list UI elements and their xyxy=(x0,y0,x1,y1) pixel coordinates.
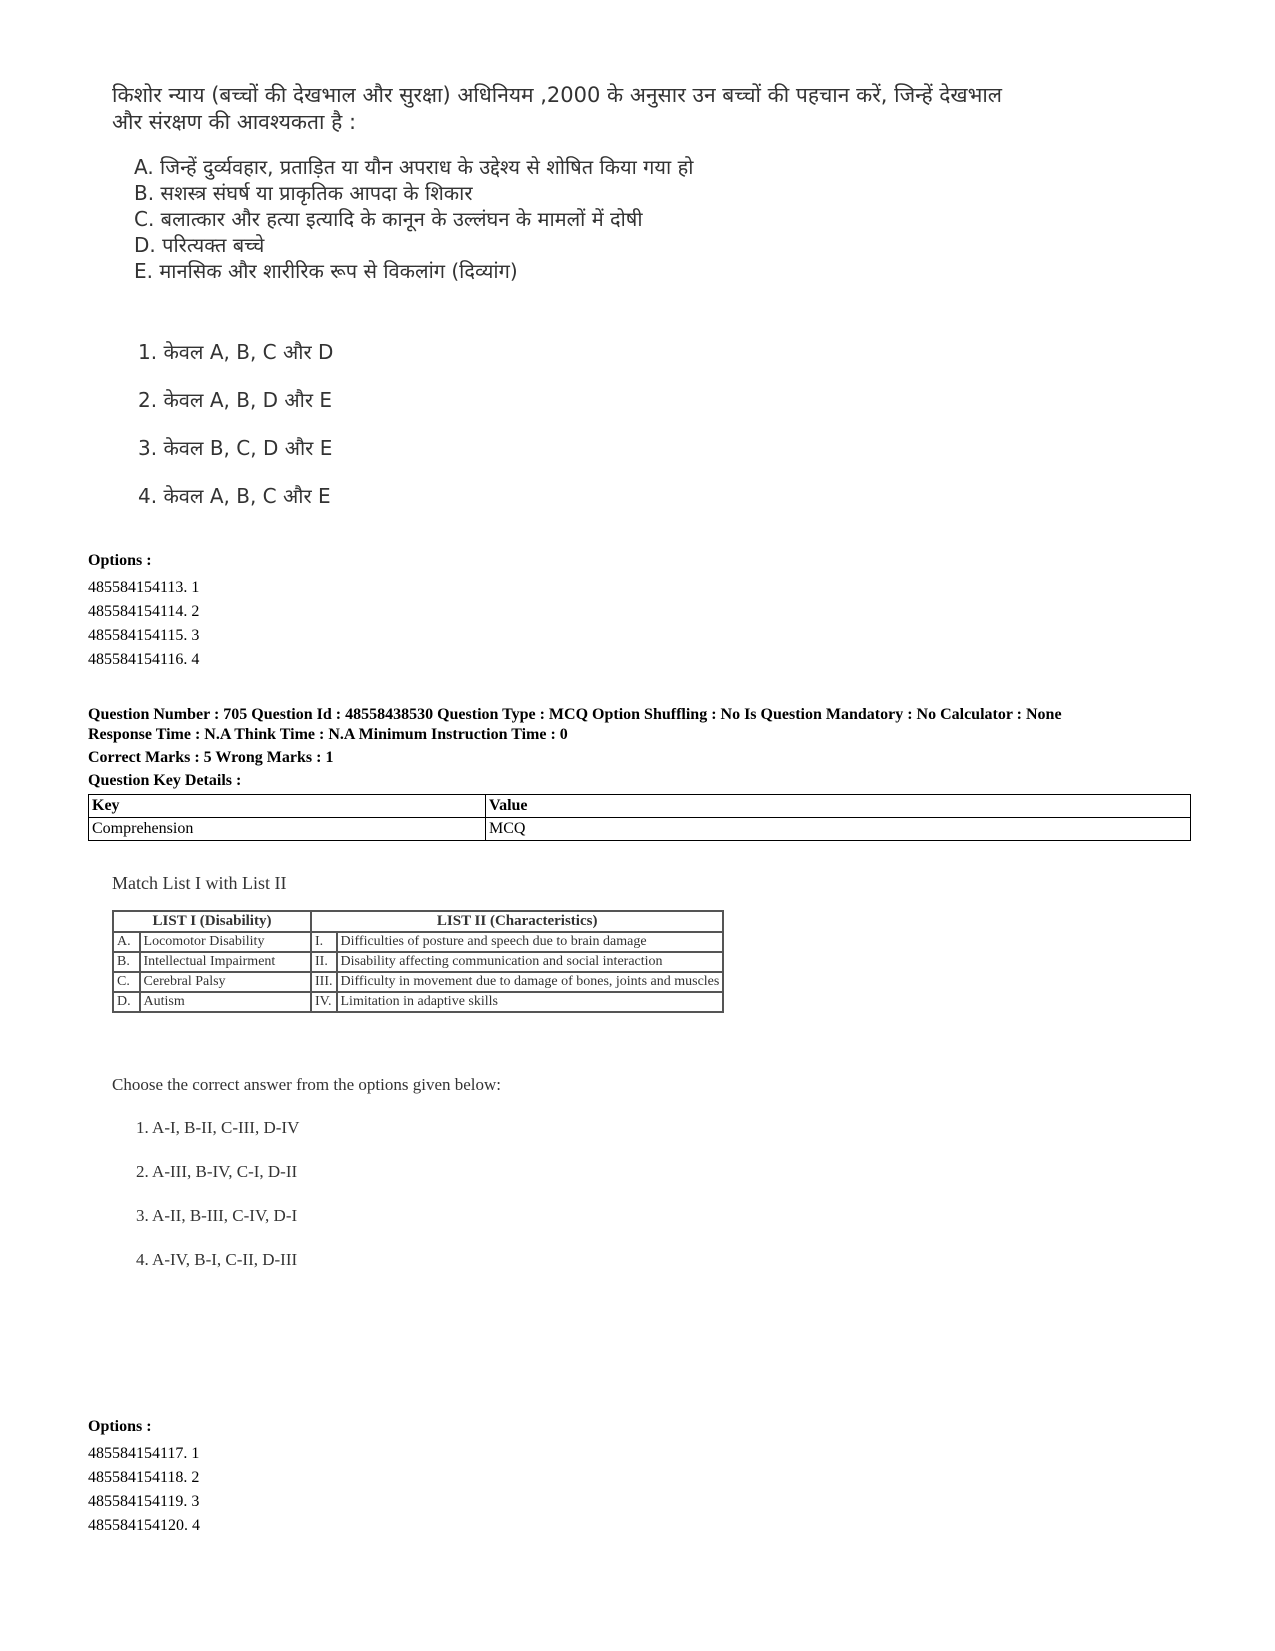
option-item: 485584154114. 2 xyxy=(88,603,200,620)
question-meta-line: Question Number : 705 Question Id : 48558438530 Question Type : MCQ Option Shuffling : No Is Question Mandatory : No Calculator : None xyxy=(88,706,1062,723)
question-stem: Match List I with List II xyxy=(112,873,287,893)
question-metadata xyxy=(88,705,1188,791)
list-2-key: III. xyxy=(311,972,337,992)
list-1-text: Intellectual Impairment xyxy=(140,952,311,972)
table-header: Key xyxy=(89,795,486,818)
option-item: 485584154119. 3 xyxy=(88,1493,200,1510)
table-row xyxy=(113,992,723,1012)
match-list-table xyxy=(112,910,724,1013)
list-2-key: IV. xyxy=(311,992,337,1012)
list-2-text: Disability affecting communication and social interaction xyxy=(337,952,724,972)
options-list xyxy=(88,1442,200,1538)
table-header: Value xyxy=(486,795,1191,818)
option-item: 485584154116. 4 xyxy=(88,651,200,668)
answer-choice: 4. केवल A, B, C और E xyxy=(138,484,331,508)
question-image-match-list xyxy=(112,873,812,1393)
list-2-key: I. xyxy=(311,932,337,952)
list-1-key: A. xyxy=(113,932,140,952)
list-2-text: Difficulty in movement due to damage of bones, joints and muscles xyxy=(337,972,724,992)
list-2-text: Limitation in adaptive skills xyxy=(337,992,724,1012)
table-header-row xyxy=(89,795,1191,818)
answer-choice: 2. केवल A, B, D और E xyxy=(138,388,333,412)
option-item: 485584154118. 2 xyxy=(88,1469,200,1486)
list-1-text: Cerebral Palsy xyxy=(140,972,311,992)
question-image-hindi xyxy=(112,82,1012,542)
key-details-table xyxy=(88,794,1191,841)
list-1-key: D. xyxy=(113,992,140,1012)
list-2-header: LIST II (Characteristics) xyxy=(311,911,723,932)
statement-c: C. बलात्कार और हत्या इत्यादि के कानून के उल्लंघन के मामलों में दोषी xyxy=(134,207,643,231)
table-header-row xyxy=(113,911,723,932)
options-label: Options : xyxy=(88,552,152,569)
answer-choice: 1. केवल A, B, C और D xyxy=(138,340,334,364)
answer-choices xyxy=(138,340,1012,532)
list-1-header: LIST I (Disability) xyxy=(113,911,311,932)
answer-choice: 3. केवल B, C, D और E xyxy=(138,436,333,460)
table-cell: MCQ xyxy=(486,818,1191,841)
list-2-text: Difficulties of posture and speech due to brain damage xyxy=(337,932,724,952)
answer-choices xyxy=(136,1117,812,1293)
table-cell: Comprehension xyxy=(89,818,486,841)
list-1-key: C. xyxy=(113,972,140,992)
option-item: 485584154120. 4 xyxy=(88,1517,200,1534)
list-1-key: B. xyxy=(113,952,140,972)
options-label: Options : xyxy=(88,1418,152,1435)
list-1-text: Locomotor Disability xyxy=(140,932,311,952)
option-item: 485584154115. 3 xyxy=(88,627,200,644)
answer-choice: 3. A-II, B-III, C-IV, D-I xyxy=(136,1206,298,1225)
list-1-text: Autism xyxy=(140,992,311,1012)
option-item: 485584154113. 1 xyxy=(88,579,200,596)
answer-choice: 4. A-IV, B-I, C-II, D-III xyxy=(136,1250,298,1269)
key-details-label: Question Key Details : xyxy=(88,772,242,789)
statement-d: D. परित्यक्त बच्चे xyxy=(134,233,265,257)
list-2-key: II. xyxy=(311,952,337,972)
statement-e: E. मानसिक और शारीरिक रूप से विकलांग (दिव्यांग) xyxy=(134,259,518,283)
table-row xyxy=(113,932,723,952)
marks-line: Correct Marks : 5 Wrong Marks : 1 xyxy=(88,749,334,766)
option-item: 485584154117. 1 xyxy=(88,1445,200,1462)
answer-choice: 1. A-I, B-II, C-III, D-IV xyxy=(136,1118,300,1137)
answer-prompt: Choose the correct answer from the options given below: xyxy=(112,1075,502,1094)
answer-choice: 2. A-III, B-IV, C-I, D-II xyxy=(136,1162,298,1181)
options-list xyxy=(88,576,199,672)
question-stem: किशोर न्याय (बच्चों की देखभाल और सुरक्षा) अधिनियम ,2000 के अनुसार उन बच्चों की पहचान करें, जिन्हें देखभाल और संरक्षण की आवश्यकता है : xyxy=(112,83,1003,134)
statement-b: B. सशस्त्र संघर्ष या प्राकृतिक आपदा के शिकार xyxy=(134,181,473,205)
table-row xyxy=(89,818,1191,841)
statement-a: A. जिन्हें दुर्व्यवहार, प्रताड़ित या यौन अपराध के उद्देश्य से शोषित किया गया हो xyxy=(134,155,694,179)
table-row xyxy=(113,972,723,992)
table-row xyxy=(113,952,723,972)
question-meta-line: Response Time : N.A Think Time : N.A Minimum Instruction Time : 0 xyxy=(88,726,568,743)
